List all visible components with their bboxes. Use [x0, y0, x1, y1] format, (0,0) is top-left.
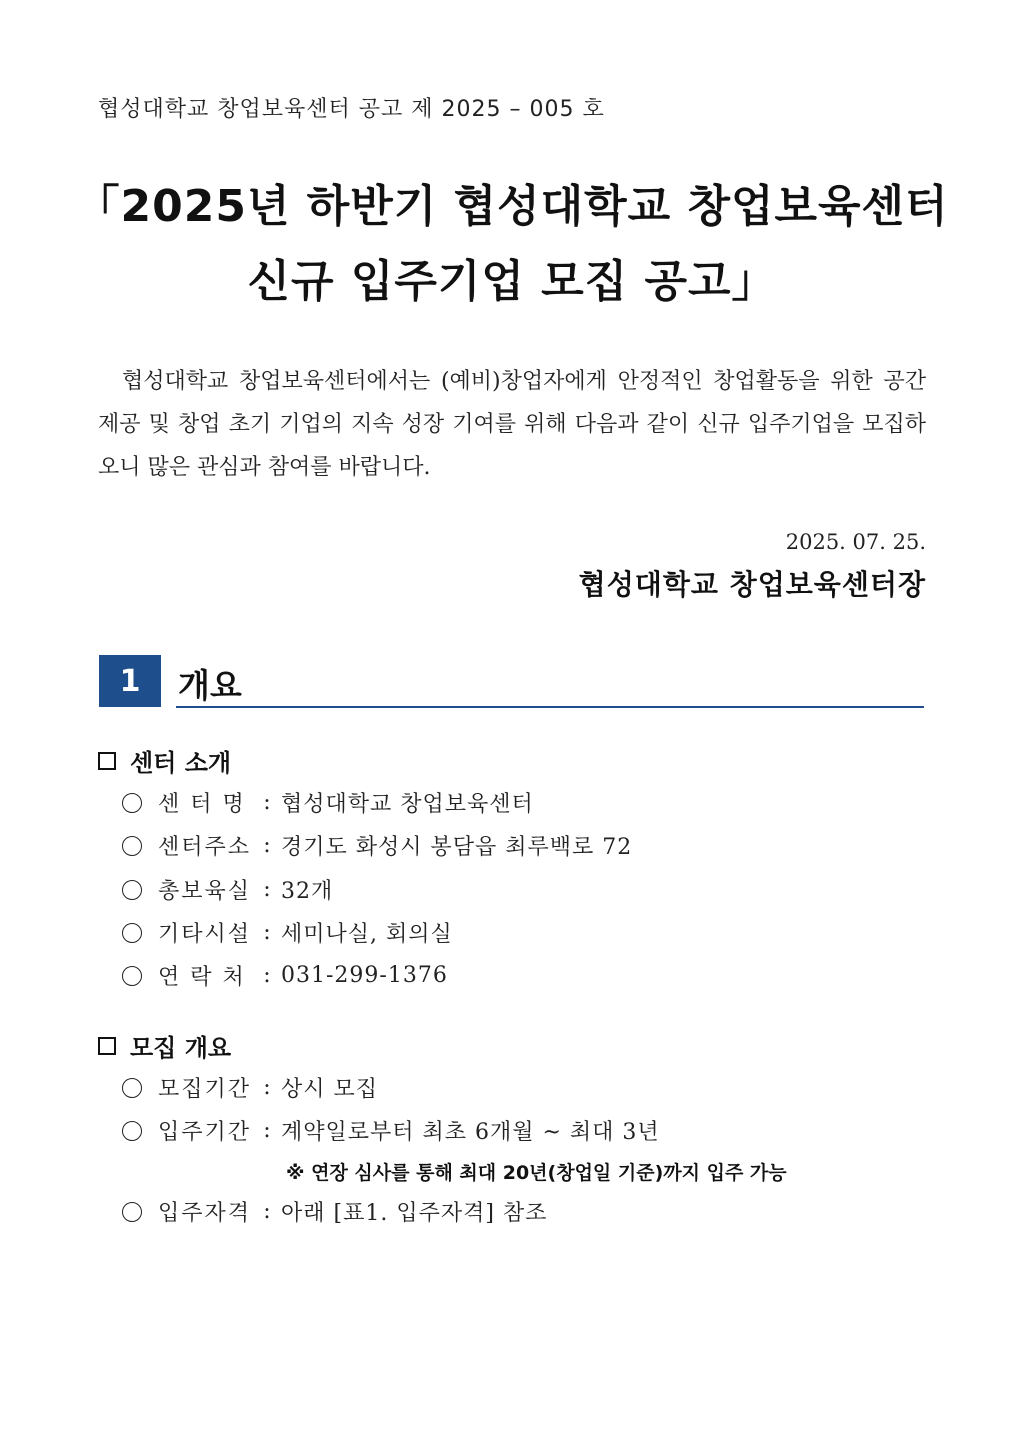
- subsection-center-intro: [98, 743, 231, 778]
- item-value: 32개: [281, 879, 334, 904]
- section-divider: [176, 706, 924, 708]
- circle-bullet-icon: [122, 793, 142, 813]
- item-colon: :: [263, 1199, 271, 1224]
- subsection-recruitment: [98, 1028, 231, 1063]
- item-label: 입주자격: [158, 1201, 252, 1226]
- document-title-line2: 신규 입주기업 모집 공고」: [247, 256, 777, 307]
- item-label: 모집기간: [158, 1077, 252, 1102]
- item-label: 기타시설: [158, 922, 252, 947]
- list-item: [122, 830, 632, 861]
- item-colon: :: [263, 1075, 271, 1100]
- item-label: 센 터 명: [158, 792, 246, 817]
- item-value: 경기도 화성시 봉담읍 최루백로 72: [281, 835, 633, 860]
- item-value: 아래 [표1. 입주자격] 참조: [281, 1201, 548, 1226]
- circle-bullet-icon: [122, 923, 142, 943]
- notice-number: 협성대학교 창업보육센터 공고 제 2025 – 005 호: [98, 97, 605, 122]
- item-colon: :: [263, 833, 271, 858]
- list-item: [122, 1072, 378, 1103]
- item-value: 협성대학교 창업보육센터: [281, 792, 534, 817]
- item-colon: :: [263, 963, 271, 988]
- item-label: 센터주소: [158, 835, 252, 860]
- circle-bullet-icon: [122, 836, 142, 856]
- item-value: 계약일로부터 최초 6개월 ~ 최대 3년: [281, 1120, 660, 1145]
- square-bullet-icon: [98, 752, 116, 770]
- item-value: 031-299-1376: [281, 963, 448, 988]
- intro-paragraph: [98, 360, 926, 489]
- item-label: 연 락 처: [158, 965, 246, 990]
- item-label: 입주기간: [158, 1120, 252, 1145]
- item-colon: :: [263, 790, 271, 815]
- item-value: 상시 모집: [281, 1077, 379, 1102]
- section-title: 개요: [178, 666, 242, 705]
- circle-bullet-icon: [122, 966, 142, 986]
- document-title-line1: 「2025년 하반기 협성대학교 창업보육센터: [75, 181, 949, 232]
- section-number: 1: [99, 655, 161, 707]
- signer: 협성대학교 창업보육센터장: [578, 568, 926, 601]
- list-item: [122, 787, 534, 818]
- item-colon: :: [263, 1118, 271, 1143]
- list-item: [122, 960, 448, 991]
- subsection-heading: 모집 개요: [130, 1034, 232, 1062]
- circle-bullet-icon: [122, 1202, 142, 1222]
- item-colon: :: [263, 877, 271, 902]
- list-item: [122, 1115, 660, 1146]
- issue-date: 2025. 07. 25.: [785, 530, 926, 554]
- square-bullet-icon: [98, 1037, 116, 1055]
- intro-text: 협성대학교 창업보육센터에서는 (예비)창업자에게 안정적인 창업활동을 위한 공간 제공 및 창업 초기 기업의 지속 성장 기여를 위해 다음과 같이 신규 입주기업을 모집하오니 많은 관심과 참여를 바랍니다.: [98, 369, 926, 480]
- extension-note: ※ 연장 심사를 통해 최대 20년(창업일 기준)까지 입주 가능: [286, 1162, 787, 1184]
- item-label: 총보육실: [158, 879, 252, 904]
- item-colon: :: [263, 920, 271, 945]
- circle-bullet-icon: [122, 1121, 142, 1141]
- list-item: [122, 1196, 547, 1227]
- circle-bullet-icon: [122, 1078, 142, 1098]
- circle-bullet-icon: [122, 880, 142, 900]
- list-item: [122, 874, 333, 905]
- item-value: 세미나실, 회의실: [281, 922, 453, 947]
- list-item: [122, 917, 453, 948]
- subsection-heading: 센터 소개: [130, 749, 232, 777]
